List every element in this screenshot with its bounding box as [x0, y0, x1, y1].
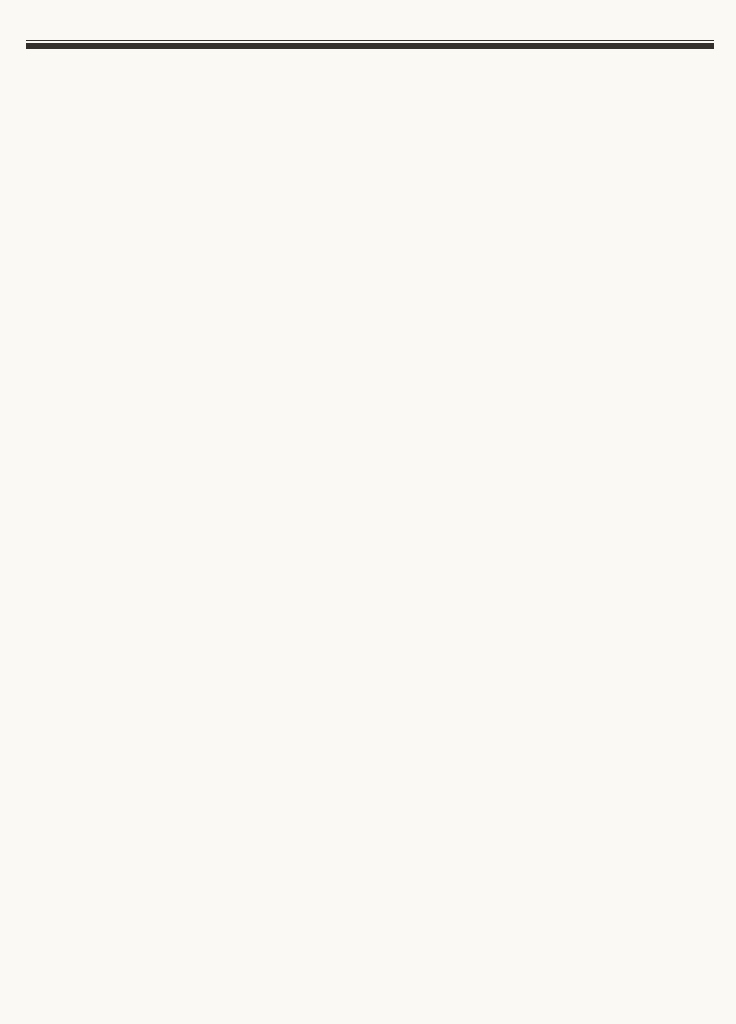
directory-table	[26, 40, 714, 49]
directory-table-bottom	[26, 47, 714, 49]
